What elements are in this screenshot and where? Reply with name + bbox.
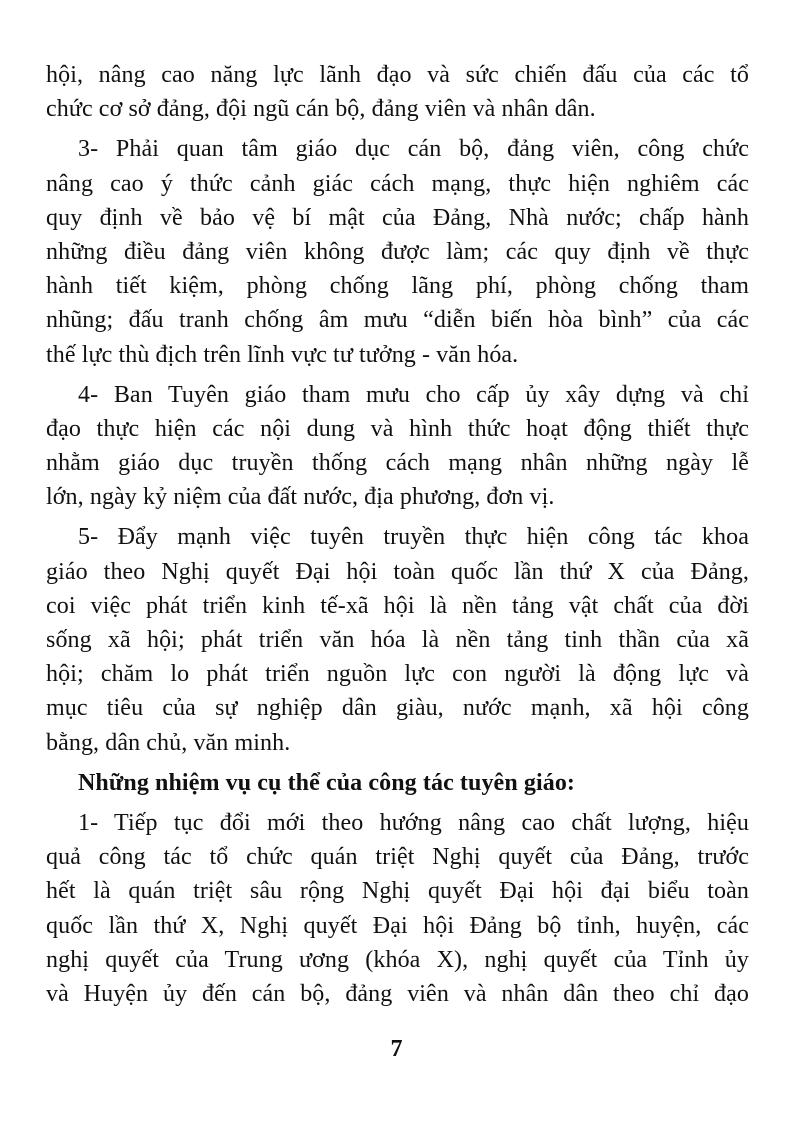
text-line: bằng, dân chủ, văn minh. [46,729,291,756]
document-page [46,58,749,1058]
paragraph-continuation [46,58,749,126]
text-line: hội; chăm lo phát triển nguồn lực con người là động lực và [46,661,749,688]
text-line: giáo theo Nghị quyết Đại hội toàn quốc lần thứ X của Đảng, [46,558,749,585]
text-line: nghị quyết của Trung ương (khóa X), nghị quyết của Tỉnh ủy [46,946,749,973]
text-line: thế lực thù địch trên lĩnh vực tư tưởng - văn hóa. [46,341,519,368]
text-line: nhũng; đấu tranh chống âm mưu “diễn biến hòa bình” của các [46,307,749,334]
text-line: coi việc phát triển kinh tế-xã hội là nền tảng vật chất của đời [46,592,749,619]
text-line: nâng cao ý thức cảnh giác cách mạng, thực hiện nghiêm các [46,170,749,197]
paragraph-item-4 [46,378,749,515]
text-line: quy định về bảo vệ bí mật của Đảng, Nhà nước; chấp hành [46,204,749,231]
text-line: 4- Ban Tuyên giáo tham mưu cho cấp ủy xây dựng và chỉ [78,381,749,408]
paragraph-item-5 [46,520,749,759]
text-line: quốc lần thứ X, Nghị quyết Đại hội Đảng bộ tỉnh, huyện, các [46,912,749,939]
text-line: quả công tác tổ chức quán triệt Nghị quyết của Đảng, trước [46,844,749,871]
text-line: đạo thực hiện các nội dung và hình thức hoạt động thiết thực [46,415,749,442]
text-line: nhằm giáo dục truyền thống cách mạng nhân những ngày lễ [46,450,749,477]
text-line: lớn, ngày kỷ niệm của đất nước, địa phương, đơn vị. [46,484,555,511]
paragraph-item-3 [46,132,749,371]
text-line: 3- Phải quan tâm giáo dục cán bộ, đảng viên, công chức [78,136,749,163]
text-line: hội, nâng cao năng lực lãnh đạo và sức chiến đấu của các tổ [46,62,749,88]
text-line: hết là quán triệt sâu rộng Nghị quyết Đại hội đại biểu toàn [46,878,749,905]
text-line: và Huyện ủy đến cán bộ, đảng viên và nhân dân theo chỉ đạo [46,980,749,1007]
text-line: 5- Đẩy mạnh việc tuyên truyền thực hiện công tác khoa [78,524,749,551]
text-line: những điều đảng viên không được làm; các quy định về thực [46,238,749,265]
page-number: 7 [390,1036,403,1062]
text-line: chức cơ sở đảng, đội ngũ cán bộ, đảng viên và nhân dân. [46,96,596,123]
text-line: sống xã hội; phát triển văn hóa là nền tảng tinh thần của xã [46,627,749,653]
text-line: hành tiết kiệm, phòng chống lãng phí, phòng chống tham [46,273,749,300]
section-heading: Những nhiệm vụ cụ thể của công tác tuyên giáo: [78,769,576,796]
text-line: mục tiêu của sự nghiệp dân giàu, nước mạnh, xã hội công [46,695,749,722]
text-line: 1- Tiếp tục đổi mới theo hướng nâng cao chất lượng, hiệu [78,809,749,836]
paragraph-task-1 [46,806,749,1011]
